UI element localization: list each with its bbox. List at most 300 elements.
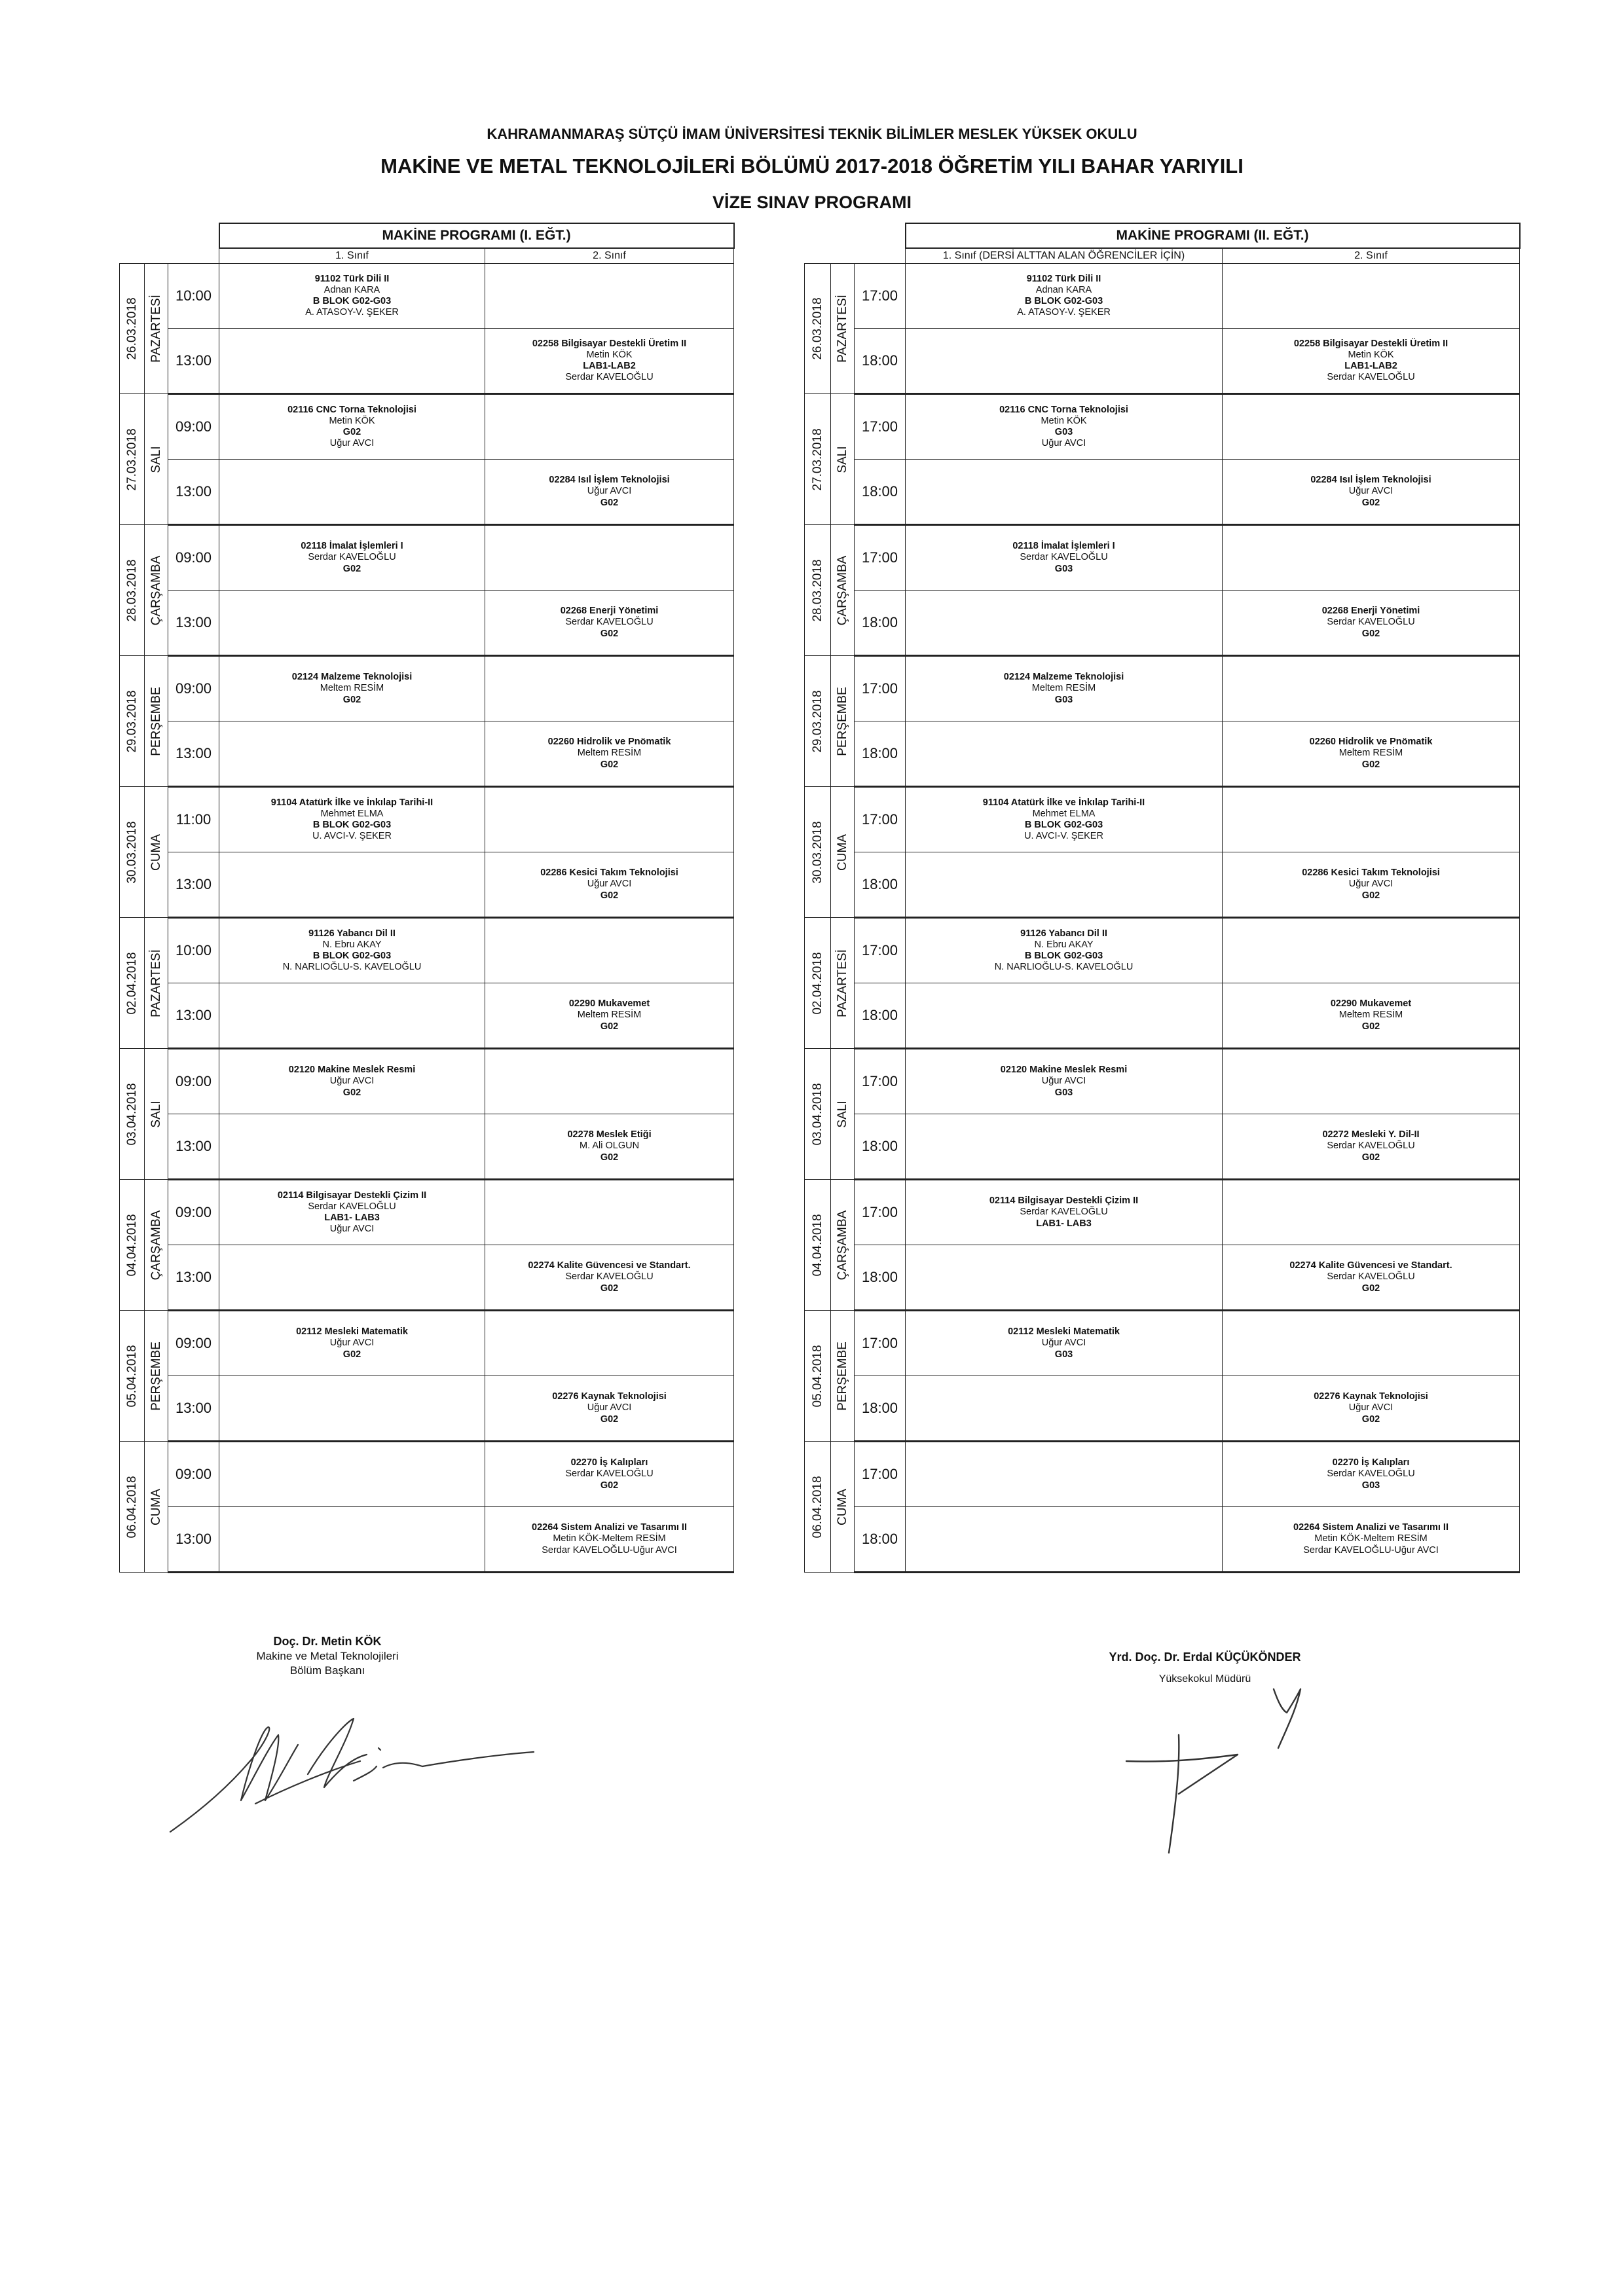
schedule-row bbox=[120, 264, 734, 329]
exam-detail: Metin KÖK bbox=[329, 415, 375, 426]
class-2-exam-cell bbox=[1223, 525, 1520, 591]
signer-name: Yrd. Doç. Dr. Erdal KÜÇÜKÖNDER bbox=[1109, 1650, 1301, 1664]
exam-detail: G02 bbox=[1361, 497, 1380, 508]
time-cell: 17:00 bbox=[855, 1442, 906, 1507]
class-2-exam-cell bbox=[485, 983, 734, 1049]
class-2-exam-cell bbox=[485, 329, 734, 394]
exam-detail: B BLOK G02-G03 bbox=[312, 296, 392, 306]
course-name: 91104 Atatürk İlke ve İnkılap Tarihi-II bbox=[982, 797, 1145, 808]
time-cell: 18:00 bbox=[855, 1245, 906, 1311]
exam-detail: Meltem RESİM bbox=[577, 748, 642, 759]
exam-detail: N. NARLIOĞLU-S. KAVELOĞLU bbox=[282, 962, 422, 973]
exam-detail: Serdar KAVELOĞLU-Uğur AVCI bbox=[542, 1544, 677, 1556]
course-name: 02284 Isıl İşlem Teknolojisi bbox=[1310, 475, 1431, 486]
exam-detail: Uğur AVCI bbox=[1041, 438, 1086, 449]
class-2-exam-cell bbox=[485, 787, 734, 852]
exam-detail: G02 bbox=[342, 427, 361, 437]
class-2-exam-cell bbox=[485, 918, 734, 983]
schedule-row bbox=[120, 329, 734, 394]
class-1-exam-cell bbox=[906, 591, 1223, 656]
schedule-row bbox=[805, 1376, 1520, 1442]
class-1-exam-cell bbox=[219, 918, 485, 983]
class-2-exam-cell bbox=[1223, 852, 1520, 918]
class-1-exam-cell bbox=[219, 1311, 485, 1376]
weekday-cell: CUMA bbox=[145, 787, 168, 918]
class-1-exam-cell bbox=[219, 460, 485, 525]
exam-detail: Serdar KAVELOĞLU bbox=[1327, 372, 1415, 383]
class-1-exam-cell bbox=[219, 1180, 485, 1245]
course-name: 02260 Hidrolik ve Pnömatik bbox=[547, 737, 671, 748]
class-1-exam-cell bbox=[906, 656, 1223, 721]
exam-detail: Uğur AVCI bbox=[1348, 879, 1393, 890]
exam-title: VİZE SINAV PROGRAMI bbox=[712, 192, 912, 212]
class-1-exam-cell bbox=[906, 918, 1223, 983]
course-name: 91126 Yabancı Dil II bbox=[308, 928, 396, 939]
class-2-exam-cell bbox=[1223, 329, 1520, 394]
class-1-exam-cell bbox=[906, 1311, 1223, 1376]
course-name: 02112 Mesleki Matematik bbox=[296, 1326, 408, 1338]
exam-detail: G02 bbox=[1361, 1152, 1380, 1163]
time-cell: 13:00 bbox=[168, 852, 219, 918]
course-name: 02114 Bilgisayar Destekli Çizim II bbox=[989, 1195, 1139, 1207]
exam-detail: Serdar KAVELOĞLU bbox=[1020, 552, 1108, 563]
exam-detail: Meltem RESİM bbox=[1031, 683, 1096, 694]
class-2-header: 2. Sınıf bbox=[485, 248, 734, 264]
course-name: 02286 Kesici Takım Teknolojisi bbox=[1302, 867, 1440, 879]
exam-detail: Meltem RESİM bbox=[577, 1010, 642, 1021]
class-2-exam-cell bbox=[1223, 460, 1520, 525]
course-name: 02112 Mesleki Matematik bbox=[1008, 1326, 1120, 1338]
exam-detail: Serdar KAVELOĞLU bbox=[308, 552, 396, 563]
exam-detail: Metin KÖK bbox=[1348, 349, 1394, 360]
time-cell: 17:00 bbox=[855, 525, 906, 591]
class-2-exam-cell bbox=[485, 264, 734, 329]
time-cell: 17:00 bbox=[855, 656, 906, 721]
date-cell: 03.04.2018 bbox=[120, 1049, 145, 1180]
exam-detail: Meltem RESİM bbox=[1338, 748, 1403, 759]
class-1-exam-cell bbox=[219, 656, 485, 721]
schedule-row bbox=[805, 656, 1520, 721]
class-1-exam-cell bbox=[219, 1049, 485, 1114]
course-name: 02264 Sistem Analizi ve Tasarımı II bbox=[1293, 1522, 1449, 1533]
time-cell: 13:00 bbox=[168, 329, 219, 394]
exam-detail: B BLOK G02-G03 bbox=[312, 820, 392, 830]
program-header: MAKİNE PROGRAMI (II. EĞT.) bbox=[906, 223, 1520, 248]
exam-detail: G02 bbox=[342, 1349, 361, 1360]
course-name: 91102 Türk Dili II bbox=[314, 273, 390, 284]
schedule-row bbox=[120, 787, 734, 852]
schedule-row bbox=[805, 591, 1520, 656]
exam-detail: G02 bbox=[600, 497, 619, 508]
exam-detail: Meltem RESİM bbox=[1338, 1010, 1403, 1021]
weekday-cell: PERŞEMBE bbox=[831, 1311, 855, 1442]
exam-detail: U. AVCI-V. ŞEKER bbox=[312, 831, 392, 842]
course-name: 02276 Kaynak Teknolojisi bbox=[552, 1391, 667, 1402]
course-name: 02116 CNC Torna Teknolojisi bbox=[287, 404, 416, 415]
class-2-exam-cell bbox=[1223, 1245, 1520, 1311]
exam-detail: Metin KÖK-Meltem RESİM bbox=[1314, 1533, 1428, 1544]
weekday-cell: SALI bbox=[145, 394, 168, 525]
class-2-exam-cell bbox=[485, 460, 734, 525]
time-cell: 09:00 bbox=[168, 656, 219, 721]
date-cell: 28.03.2018 bbox=[805, 525, 831, 656]
class-2-exam-cell bbox=[485, 394, 734, 460]
time-cell: 13:00 bbox=[168, 1114, 219, 1180]
time-cell: 18:00 bbox=[855, 460, 906, 525]
course-name: 02258 Bilgisayar Destekli Üretim II bbox=[532, 338, 687, 349]
date-cell: 06.04.2018 bbox=[120, 1442, 145, 1573]
date-cell: 03.04.2018 bbox=[805, 1049, 831, 1180]
class-2-exam-cell bbox=[485, 852, 734, 918]
time-cell: 09:00 bbox=[168, 1049, 219, 1114]
date-cell: 28.03.2018 bbox=[120, 525, 145, 656]
exam-detail: LAB1-LAB2 bbox=[1344, 361, 1397, 371]
date-cell: 26.03.2018 bbox=[120, 264, 145, 394]
exam-detail: Serdar KAVELOĞLU bbox=[565, 1271, 654, 1283]
time-cell: 18:00 bbox=[855, 852, 906, 918]
time-cell: 17:00 bbox=[855, 394, 906, 460]
course-name: 02124 Malzeme Teknolojisi bbox=[1003, 672, 1124, 683]
course-name: 02270 İş Kalıpları bbox=[570, 1457, 648, 1468]
date-cell: 27.03.2018 bbox=[120, 394, 145, 525]
course-name: 02286 Kesici Takım Teknolojisi bbox=[540, 867, 678, 879]
exam-detail: G02 bbox=[1361, 1021, 1380, 1032]
schedule-row bbox=[120, 918, 734, 983]
schedule-row bbox=[805, 1180, 1520, 1245]
class-1-exam-cell bbox=[906, 1114, 1223, 1180]
exam-detail: G02 bbox=[342, 694, 361, 705]
exam-detail: A. ATASOY-V. ŞEKER bbox=[1017, 307, 1111, 318]
course-name: 91102 Türk Dili II bbox=[1026, 273, 1101, 284]
class-1-exam-cell bbox=[219, 591, 485, 656]
exam-detail: G02 bbox=[600, 628, 619, 639]
class-1-exam-cell bbox=[219, 1507, 485, 1573]
schedule-row bbox=[120, 591, 734, 656]
handwritten-signature-left bbox=[157, 1689, 550, 1846]
class-1-exam-cell bbox=[906, 1180, 1223, 1245]
exam-detail: Serdar KAVELOĞLU bbox=[1327, 1271, 1415, 1283]
exam-detail: B BLOK G02-G03 bbox=[1024, 951, 1103, 961]
date-cell: 02.04.2018 bbox=[805, 918, 831, 1049]
exam-detail: G03 bbox=[1361, 1480, 1380, 1491]
class-2-exam-cell bbox=[1223, 1507, 1520, 1573]
schedule-row bbox=[120, 983, 734, 1049]
date-cell: 02.04.2018 bbox=[120, 918, 145, 1049]
schedule-row bbox=[805, 1245, 1520, 1311]
course-name: 02124 Malzeme Teknolojisi bbox=[291, 672, 413, 683]
exam-detail: Mehmet ELMA bbox=[1032, 808, 1096, 819]
exam-detail: G02 bbox=[600, 890, 619, 901]
class-2-header: 2. Sınıf bbox=[1223, 248, 1520, 264]
course-name: 02118 İmalat İşlemleri I bbox=[301, 541, 403, 552]
date-cell: 30.03.2018 bbox=[120, 787, 145, 918]
exam-detail: Adnan KARA bbox=[1035, 284, 1092, 295]
date-cell: 04.04.2018 bbox=[120, 1180, 145, 1311]
time-cell: 17:00 bbox=[855, 264, 906, 329]
class-1-exam-cell bbox=[906, 460, 1223, 525]
schedule-row bbox=[120, 1180, 734, 1245]
class-1-exam-cell bbox=[906, 525, 1223, 591]
class-2-exam-cell bbox=[1223, 1049, 1520, 1114]
signer-title: Bölüm Başkanı bbox=[289, 1664, 365, 1677]
date-cell: 06.04.2018 bbox=[805, 1442, 831, 1573]
weekday-cell: CUMA bbox=[831, 787, 855, 918]
exam-detail: Uğur AVCI bbox=[587, 1402, 632, 1413]
schedule-row bbox=[805, 264, 1520, 329]
course-name: 02120 Makine Meslek Resmi bbox=[288, 1065, 416, 1076]
course-name: 91126 Yabancı Dil II bbox=[1020, 928, 1107, 939]
class-2-exam-cell bbox=[1223, 1442, 1520, 1507]
weekday-cell: ÇARŞAMBA bbox=[831, 525, 855, 656]
schedule-row bbox=[120, 1311, 734, 1376]
exam-detail: G02 bbox=[600, 759, 619, 770]
date-cell: 30.03.2018 bbox=[805, 787, 831, 918]
signer-name: Doç. Dr. Metin KÖK bbox=[273, 1635, 382, 1648]
date-cell: 26.03.2018 bbox=[805, 264, 831, 394]
schedule-row bbox=[805, 1114, 1520, 1180]
course-name: 02120 Makine Meslek Resmi bbox=[1000, 1065, 1128, 1076]
course-name: 02272 Mesleki Y. Dil-II bbox=[1322, 1129, 1420, 1140]
exam-detail: G02 bbox=[342, 1087, 361, 1098]
class-1-exam-cell bbox=[219, 787, 485, 852]
class-1-exam-cell bbox=[906, 329, 1223, 394]
exam-detail: G03 bbox=[1054, 694, 1073, 705]
class-1-exam-cell bbox=[219, 394, 485, 460]
course-name: 02278 Meslek Etiği bbox=[567, 1129, 652, 1140]
exam-detail: Metin KÖK bbox=[1041, 415, 1087, 426]
date-cell: 27.03.2018 bbox=[805, 394, 831, 525]
course-name: 91104 Atatürk İlke ve İnkılap Tarihi-II bbox=[270, 797, 434, 808]
exam-detail: Uğur AVCI bbox=[587, 486, 632, 497]
exam-detail: U. AVCI-V. ŞEKER bbox=[1024, 831, 1103, 842]
date-cell: 05.04.2018 bbox=[120, 1311, 145, 1442]
exam-detail: G02 bbox=[1361, 628, 1380, 639]
date-cell: 05.04.2018 bbox=[805, 1311, 831, 1442]
class-1-exam-cell bbox=[906, 1245, 1223, 1311]
time-cell: 18:00 bbox=[855, 329, 906, 394]
time-cell: 17:00 bbox=[855, 1049, 906, 1114]
class-1-exam-cell bbox=[219, 852, 485, 918]
class-1-exam-cell bbox=[906, 1376, 1223, 1442]
class-2-exam-cell bbox=[485, 1442, 734, 1507]
exam-detail: Meltem RESİM bbox=[320, 683, 384, 694]
class-2-exam-cell bbox=[485, 1245, 734, 1311]
time-cell: 18:00 bbox=[855, 591, 906, 656]
exam-detail: N. NARLIOĞLU-S. KAVELOĞLU bbox=[994, 962, 1134, 973]
course-name: 02274 Kalite Güvencesi ve Standart. bbox=[1289, 1260, 1452, 1271]
class-2-exam-cell bbox=[1223, 918, 1520, 983]
exam-detail: G03 bbox=[1054, 427, 1073, 437]
course-name: 02290 Mukavemet bbox=[1330, 998, 1412, 1010]
exam-detail: Serdar KAVELOĞLU bbox=[1020, 1207, 1108, 1218]
time-cell: 18:00 bbox=[855, 1507, 906, 1573]
class-2-exam-cell bbox=[485, 1376, 734, 1442]
exam-detail: Serdar KAVELOĞLU bbox=[308, 1201, 396, 1212]
time-cell: 09:00 bbox=[168, 1180, 219, 1245]
class-1-exam-cell bbox=[906, 264, 1223, 329]
signer-title: Yüksekokul Müdürü bbox=[1158, 1673, 1251, 1685]
schedule-row bbox=[120, 460, 734, 525]
exam-detail: Serdar KAVELOĞLU-Uğur AVCI bbox=[1303, 1544, 1439, 1556]
exam-detail: G02 bbox=[600, 1283, 619, 1294]
class-2-exam-cell bbox=[485, 1114, 734, 1180]
time-cell: 13:00 bbox=[168, 591, 219, 656]
time-cell: 13:00 bbox=[168, 983, 219, 1049]
date-cell: 29.03.2018 bbox=[120, 656, 145, 787]
weekday-cell: PERŞEMBE bbox=[831, 656, 855, 787]
schedule-row bbox=[120, 1442, 734, 1507]
exam-detail: M. Ali OLGUN bbox=[580, 1140, 640, 1152]
schedule-row bbox=[805, 1442, 1520, 1507]
class-2-exam-cell bbox=[1223, 1376, 1520, 1442]
time-cell: 13:00 bbox=[168, 721, 219, 787]
exam-detail: LAB1- LAB3 bbox=[1036, 1218, 1092, 1229]
class-2-exam-cell bbox=[485, 591, 734, 656]
class-1-exam-cell bbox=[219, 983, 485, 1049]
weekday-cell: CUMA bbox=[145, 1442, 168, 1573]
exam-detail: Uğur AVCI bbox=[1348, 1402, 1393, 1413]
exam-detail: G02 bbox=[600, 1152, 619, 1163]
schedule-row bbox=[805, 460, 1520, 525]
time-cell: 18:00 bbox=[855, 1114, 906, 1180]
schedule-row bbox=[120, 1376, 734, 1442]
exam-detail: G02 bbox=[1361, 890, 1380, 901]
time-cell: 17:00 bbox=[855, 1311, 906, 1376]
exam-detail: LAB1-LAB2 bbox=[583, 361, 636, 371]
exam-detail: B BLOK G02-G03 bbox=[1024, 296, 1103, 306]
time-cell: 17:00 bbox=[855, 918, 906, 983]
weekday-cell: ÇARŞAMBA bbox=[145, 525, 168, 656]
course-name: 02260 Hidrolik ve Pnömatik bbox=[1309, 737, 1433, 748]
course-name: 02258 Bilgisayar Destekli Üretim II bbox=[1293, 338, 1449, 349]
date-cell: 04.04.2018 bbox=[805, 1180, 831, 1311]
exam-detail: G03 bbox=[1054, 1349, 1073, 1360]
class-2-exam-cell bbox=[485, 1180, 734, 1245]
exam-detail: G02 bbox=[1361, 1283, 1380, 1294]
exam-detail: G02 bbox=[342, 563, 361, 574]
weekday-cell: CUMA bbox=[831, 1442, 855, 1573]
weekday-cell: PERŞEMBE bbox=[145, 1311, 168, 1442]
schedule-row bbox=[120, 1114, 734, 1180]
weekday-cell: ÇARŞAMBA bbox=[145, 1180, 168, 1311]
exam-detail: LAB1- LAB3 bbox=[324, 1212, 380, 1223]
course-name: 02118 İmalat İşlemleri I bbox=[1012, 541, 1115, 552]
weekday-cell: SALI bbox=[145, 1049, 168, 1180]
class-2-exam-cell bbox=[1223, 983, 1520, 1049]
schedule-row bbox=[805, 1049, 1520, 1114]
exam-detail: Serdar KAVELOĞLU bbox=[565, 1468, 654, 1480]
class-1-exam-cell bbox=[219, 264, 485, 329]
exam-detail: Uğur AVCI bbox=[587, 879, 632, 890]
class-2-exam-cell bbox=[1223, 264, 1520, 329]
schedule-row bbox=[805, 852, 1520, 918]
exam-detail: Uğur AVCI bbox=[1348, 486, 1393, 497]
time-cell: 09:00 bbox=[168, 1442, 219, 1507]
class-2-exam-cell bbox=[1223, 1180, 1520, 1245]
exam-detail: G03 bbox=[1054, 563, 1073, 574]
exam-detail: Uğur AVCI bbox=[1041, 1338, 1086, 1349]
exam-detail: G02 bbox=[1361, 1413, 1380, 1425]
class-2-exam-cell bbox=[1223, 1311, 1520, 1376]
course-name: 02290 Mukavemet bbox=[568, 998, 650, 1010]
course-name: 02268 Enerji Yönetimi bbox=[1321, 606, 1420, 617]
class-2-exam-cell bbox=[485, 525, 734, 591]
schedule-row bbox=[805, 329, 1520, 394]
time-cell: 09:00 bbox=[168, 394, 219, 460]
exam-detail: A. ATASOY-V. ŞEKER bbox=[305, 307, 399, 318]
signer-title: Makine ve Metal Teknolojileri bbox=[256, 1650, 399, 1663]
exam-detail: Uğur AVCI bbox=[329, 438, 375, 449]
schedule-row bbox=[120, 394, 734, 460]
class-2-exam-cell bbox=[485, 721, 734, 787]
class-1-exam-cell bbox=[906, 1442, 1223, 1507]
exam-detail: G02 bbox=[1361, 759, 1380, 770]
exam-detail: Uğur AVCI bbox=[1041, 1076, 1086, 1087]
class-1-exam-cell bbox=[906, 983, 1223, 1049]
exam-detail: Adnan KARA bbox=[323, 284, 380, 295]
schedule-row bbox=[805, 983, 1520, 1049]
weekday-cell: PAZARTESİ bbox=[831, 264, 855, 394]
exam-detail: Serdar KAVELOĞLU bbox=[1327, 1140, 1415, 1152]
class-2-exam-cell bbox=[1223, 721, 1520, 787]
class-1-exam-cell bbox=[906, 394, 1223, 460]
course-name: 02268 Enerji Yönetimi bbox=[560, 606, 659, 617]
class-2-exam-cell bbox=[1223, 787, 1520, 852]
exam-detail: B BLOK G02-G03 bbox=[1024, 820, 1103, 830]
class-1-exam-cell bbox=[906, 1049, 1223, 1114]
class-1-exam-cell bbox=[219, 329, 485, 394]
schedule-row bbox=[805, 721, 1520, 787]
class-2-exam-cell bbox=[485, 1311, 734, 1376]
time-cell: 13:00 bbox=[168, 460, 219, 525]
weekday-cell: PAZARTESİ bbox=[145, 264, 168, 394]
class-2-exam-cell bbox=[485, 656, 734, 721]
schedule-row bbox=[120, 656, 734, 721]
weekday-cell: PAZARTESİ bbox=[145, 918, 168, 1049]
time-cell: 18:00 bbox=[855, 721, 906, 787]
exam-detail: Mehmet ELMA bbox=[320, 808, 384, 819]
schedule-row bbox=[805, 1507, 1520, 1573]
exam-detail: Serdar KAVELOĞLU bbox=[565, 617, 654, 628]
exam-detail: Uğur AVCI bbox=[329, 1338, 375, 1349]
exam-detail: Metin KÖK-Meltem RESİM bbox=[553, 1533, 666, 1544]
course-name: 02114 Bilgisayar Destekli Çizim II bbox=[277, 1190, 427, 1201]
schedule-row bbox=[805, 525, 1520, 591]
time-cell: 10:00 bbox=[168, 918, 219, 983]
exam-detail: Metin KÖK bbox=[586, 349, 633, 360]
schedule-row bbox=[120, 721, 734, 787]
class-2-exam-cell bbox=[1223, 591, 1520, 656]
exam-detail: G02 bbox=[600, 1480, 619, 1491]
time-cell: 09:00 bbox=[168, 1311, 219, 1376]
class-1-exam-cell bbox=[219, 525, 485, 591]
exam-detail: Uğur AVCI bbox=[329, 1076, 375, 1087]
class-1-exam-cell bbox=[906, 721, 1223, 787]
time-cell: 18:00 bbox=[855, 983, 906, 1049]
schedule-row bbox=[120, 1049, 734, 1114]
signature-block-department-head bbox=[210, 1634, 445, 1679]
time-cell: 10:00 bbox=[168, 264, 219, 329]
course-name: 02276 Kaynak Teknolojisi bbox=[1314, 1391, 1428, 1402]
course-name: 02116 CNC Torna Teknolojisi bbox=[999, 404, 1128, 415]
class-1-header: 1. Sınıf (DERSİ ALTTAN ALAN ÖĞRENCİLER İÇİN) bbox=[906, 248, 1223, 264]
exam-detail: N. Ebru AKAY bbox=[322, 939, 382, 950]
course-name: 02284 Isıl İşlem Teknolojisi bbox=[549, 475, 670, 486]
institution-title: KAHRAMANMARAŞ SÜTÇÜ İMAM ÜNİVERSİTESİ TEKNİK BİLİMLER MESLEK YÜKSEK OKULU bbox=[487, 126, 1137, 142]
exam-detail: N. Ebru AKAY bbox=[1034, 939, 1094, 950]
class-2-exam-cell bbox=[1223, 394, 1520, 460]
course-name: 02274 Kalite Güvencesi ve Standart. bbox=[528, 1260, 691, 1271]
